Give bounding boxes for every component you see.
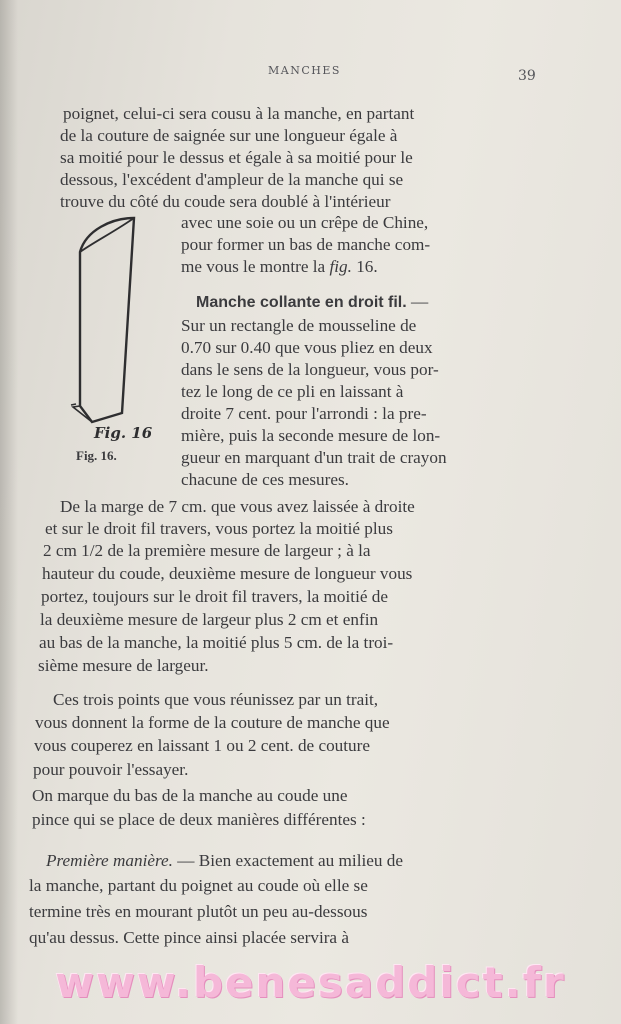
text-line: poignet, celui-ci sera cousu à la manche, en partant [63, 104, 415, 123]
text-line: De la marge de 7 cm. que vous avez laissée à droite [60, 497, 415, 516]
text-line [46, 851, 403, 871]
text-line: sième mesure de largeur. [38, 656, 209, 675]
text-line: gueur en marquant d'un trait de crayon [181, 448, 447, 467]
text-line: vous couperez en laissant 1 ou 2 cent. de couture [34, 736, 370, 755]
text-line: la manche, partant du poignet au coude où elle se [29, 876, 368, 895]
figure-caption: Fig. 16. [76, 448, 117, 463]
text-line: Sur un rectangle de mousseline de [181, 316, 417, 335]
site-watermark: www.benesaddict.fr [55, 958, 566, 1007]
text-line [181, 257, 378, 277]
text-line: et sur le droit fil travers, vous portez la moitié plus [45, 519, 393, 538]
text-line: la deuxième mesure de largeur plus 2 cm et enfin [40, 610, 379, 629]
text-line: hauteur du coude, deuxième mesure de longueur vous [42, 564, 413, 583]
text-line: au bas de la manche, la moitié plus 5 cm. de la troi- [39, 633, 394, 652]
text-line: dessous, l'excédent d'ampleur de la manche qui se [60, 170, 404, 189]
italic-term: Première manière. [46, 851, 173, 870]
text-line: trouve du côté du coude sera doublé à l'intérieur [60, 192, 391, 211]
text-line: mière, puis la seconde mesure de lon- [181, 426, 441, 445]
section-heading-line [196, 292, 428, 313]
section-heading: Manche collante en droit fil. [196, 294, 407, 311]
text-line: termine très en mourant plutôt un peu au-dessous [29, 902, 368, 921]
figure-reference: fig. [329, 257, 352, 276]
text-run: — Bien exactement au milieu de [172, 851, 403, 870]
text-run: me vous le montre la [181, 257, 330, 276]
text-run: — [406, 292, 429, 311]
text-line: pour pouvoir l'essayer. [33, 760, 189, 779]
text-line: 2 cm 1/2 de la première mesure de largeur ; à la [43, 541, 371, 560]
sleeve-figure [66, 210, 156, 445]
text-line: pour former un bas de manche com- [181, 235, 431, 254]
text-line: pince qui se place de deux manières différentes : [32, 810, 366, 829]
text-line: tez le long de ce pli en laissant à [181, 382, 404, 401]
text-run: 16. [351, 257, 378, 276]
text-line: qu'au dessus. Cette pince ainsi placée servira à [29, 928, 349, 947]
text-line: avec une soie ou un crêpe de Chine, [181, 213, 429, 232]
text-line: portez, toujours sur le droit fil travers, la moitié de [41, 587, 388, 606]
text-line: droite 7 cent. pour l'arrondi : la pre- [181, 404, 427, 423]
page-edge-shadow [0, 0, 18, 1024]
text-line: vous donnent la forme de la couture de manche que [35, 713, 390, 732]
sleeve-drawing [66, 210, 156, 445]
text-line: chacune de ces mesures. [181, 470, 349, 489]
figure-handwritten-label: Fig. 16 [94, 424, 153, 442]
text-line: On marque du bas de la manche au coude une [32, 786, 348, 805]
page-number: 39 [518, 68, 536, 84]
text-line: Ces trois points que vous réunissez par un trait, [53, 690, 379, 709]
running-title: MANCHES [268, 64, 341, 77]
text-line: 0.70 sur 0.40 que vous pliez en deux [181, 338, 433, 357]
text-line: dans le sens de la longueur, vous por- [181, 360, 439, 379]
text-line: de la couture de saignée sur une longueur égale à [60, 126, 398, 145]
text-line: sa moitié pour le dessus et égale à sa moitié pour le [60, 148, 413, 167]
